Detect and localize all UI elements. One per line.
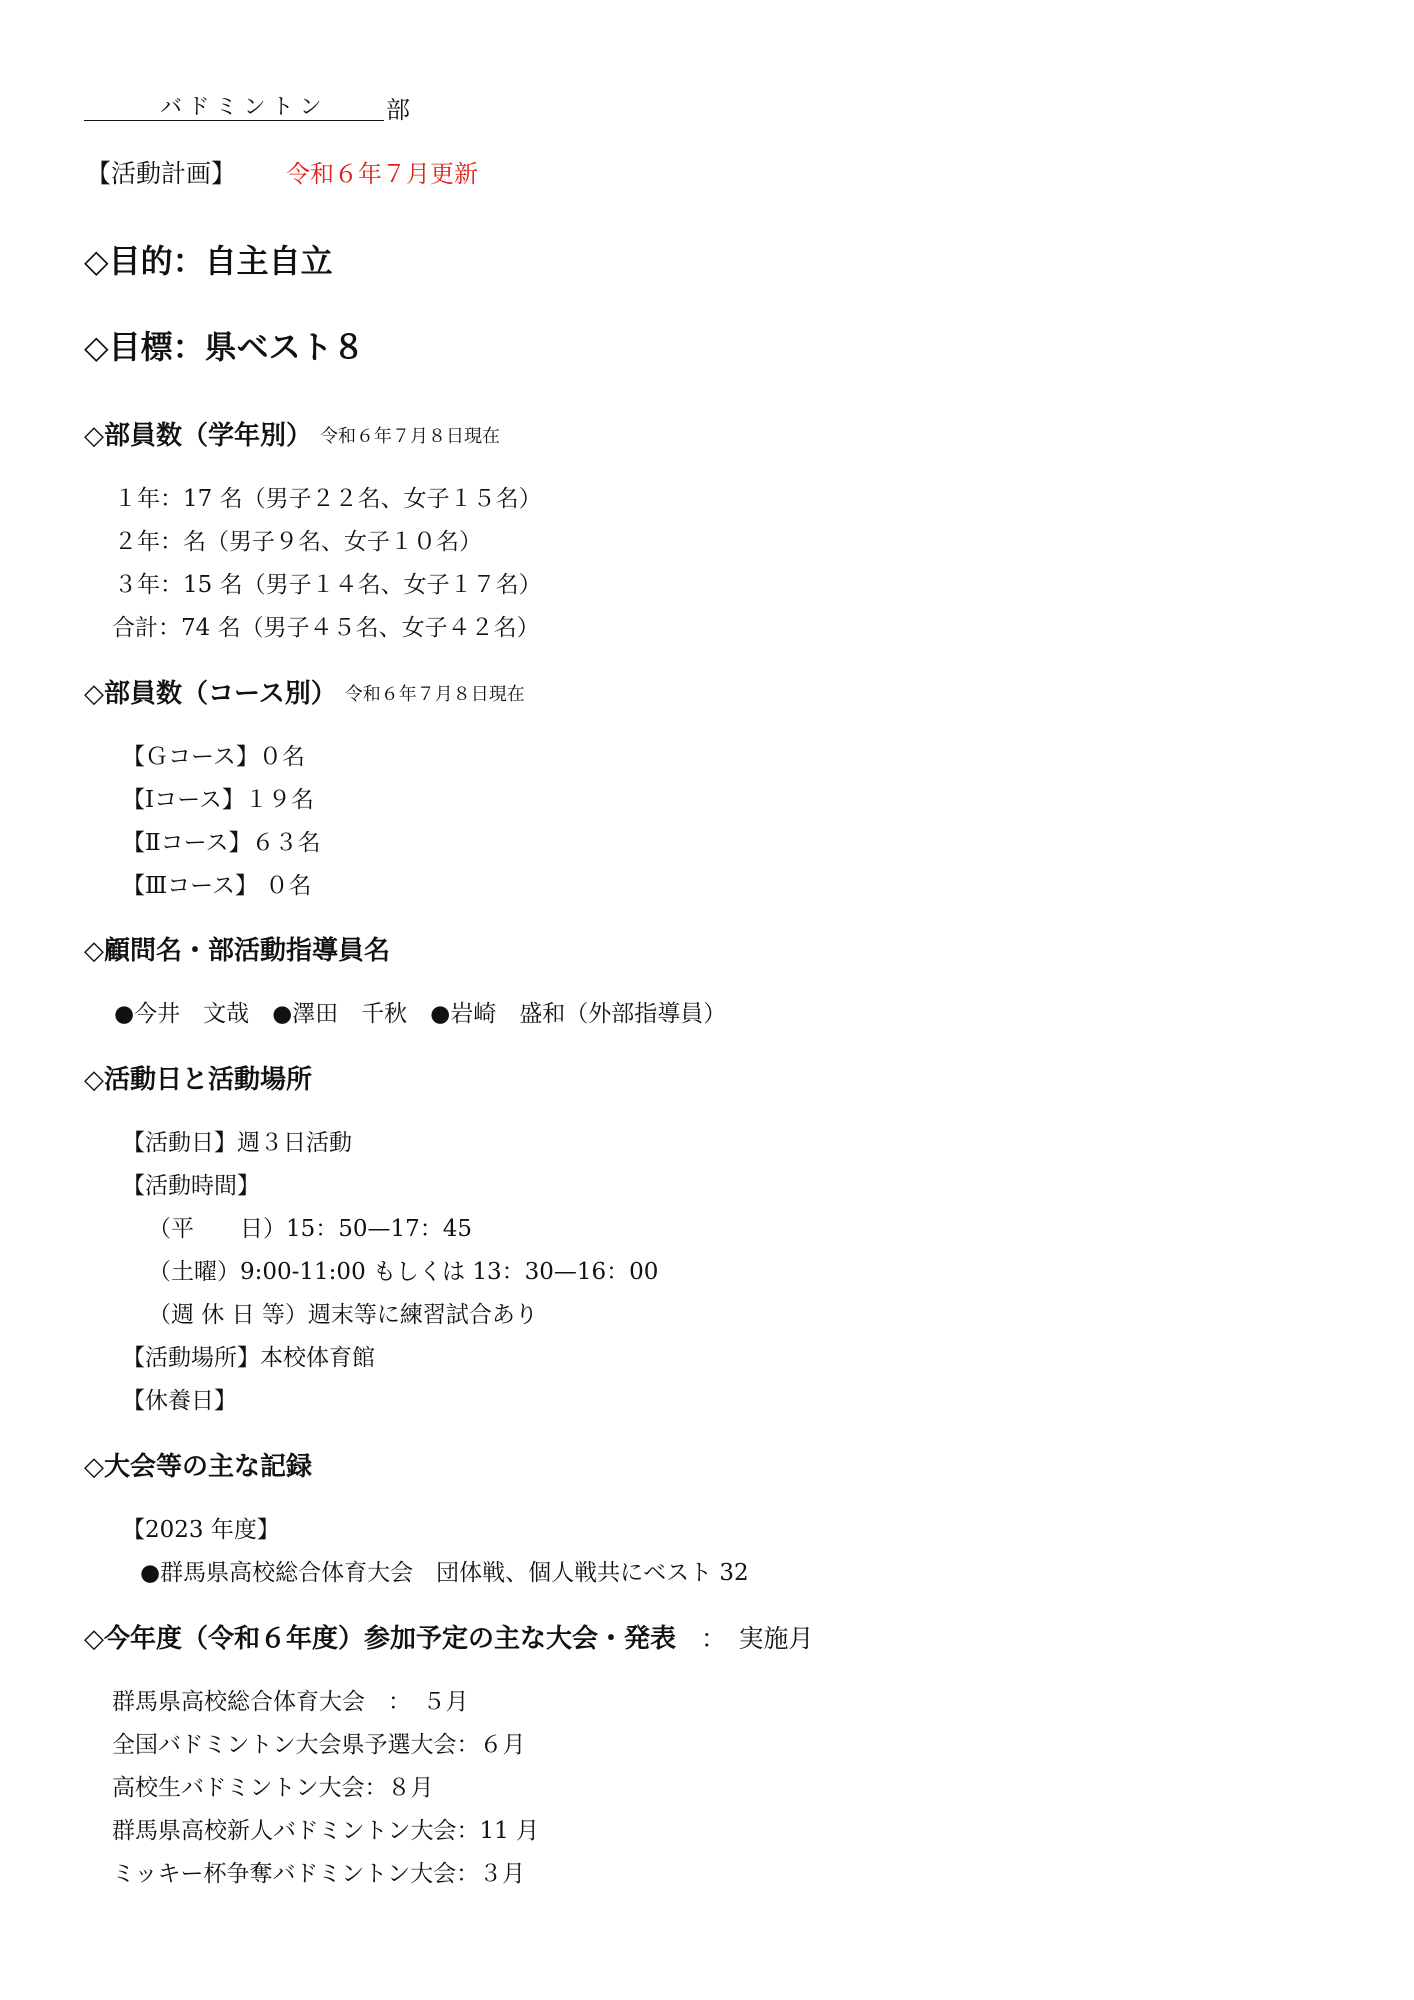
course-row: 【Ⅰコース】１９名 <box>122 787 314 813</box>
planned-row: 群馬県高校新人バドミントン大会：11 月 <box>112 1818 540 1844</box>
activity-heading: ◇活動日と活動場所 <box>84 1065 312 1095</box>
planned-row: ミッキー杯争奪バドミントン大会：３月 <box>112 1861 526 1887</box>
advisors-heading: ◇顧問名・部活動指導員名 <box>84 936 390 966</box>
grade-row: ３年：15 名（男子１４名、女子１７名） <box>114 572 542 598</box>
activity-time-label: 【活動時間】 <box>122 1173 260 1199</box>
planned-row: 高校生バドミントン大会：８月 <box>112 1775 434 1801</box>
members-by-grade-heading <box>84 415 500 452</box>
records-year: 【2023 年度】 <box>122 1517 280 1543</box>
activity-holiday: （週 休 日 等）週末等に練習試合あり <box>148 1302 538 1328</box>
plan-label: 【活動計画】 <box>86 159 237 188</box>
activity-weekday: （平 日）15：50—17：45 <box>148 1216 473 1242</box>
members-by-course-heading <box>84 673 525 710</box>
members-by-grade-date: 令和６年７月８日現在 <box>320 426 500 447</box>
planned-title: ◇今年度（令和６年度）参加予定の主な大会・発表 <box>84 1624 676 1654</box>
course-row: 【Ⅲコース】 ０名 <box>122 873 312 899</box>
course-row: 【Ｇコース】０名 <box>122 744 305 770</box>
records-item: ●群馬県高校総合体育大会 団体戦、個人戦共にベスト 32 <box>140 1560 749 1586</box>
members-by-grade-title: ◇部員数（学年別） <box>84 421 312 451</box>
grade-total-row: 合計：74 名（男子４５名、女子４２名） <box>112 615 540 641</box>
grade-row: ２年：名（男子９名、女子１０名） <box>114 529 482 555</box>
activity-rest: 【休養日】 <box>122 1388 237 1414</box>
advisors-list: ●今井 文哉 ●澤田 千秋 ●岩崎 盛和（外部指導員） <box>114 1001 727 1027</box>
activity-place: 【活動場所】本校体育館 <box>122 1345 375 1371</box>
course-row: 【Ⅱコース】６３名 <box>122 830 321 856</box>
activity-saturday: （土曜）9:00-11:00 もしくは 13：30—16：00 <box>148 1259 659 1285</box>
members-by-course-title: ◇部員数（コース別） <box>84 679 337 709</box>
update-note: 令和６年７月更新 <box>286 160 478 188</box>
club-suffix: 部 <box>386 96 410 124</box>
records-heading: ◇大会等の主な記録 <box>84 1452 312 1482</box>
planned-tail: ： 実施月 <box>676 1624 814 1653</box>
goal-heading: ◇目標：県ベスト８ <box>84 328 365 366</box>
members-by-course-date: 令和６年７月８日現在 <box>344 684 525 705</box>
club-name: バドミントン <box>160 95 328 120</box>
activity-days: 【活動日】週３日活動 <box>122 1130 352 1156</box>
purpose-heading: ◇目的：自主自立 <box>84 242 333 280</box>
planned-heading <box>84 1618 814 1655</box>
planned-row: 全国バドミントン大会県予選大会：６月 <box>112 1732 526 1758</box>
planned-row: 群馬県高校総合体育大会 ： ５月 <box>112 1689 469 1715</box>
grade-row: １年：17 名（男子２２名、女子１５名） <box>114 486 542 512</box>
